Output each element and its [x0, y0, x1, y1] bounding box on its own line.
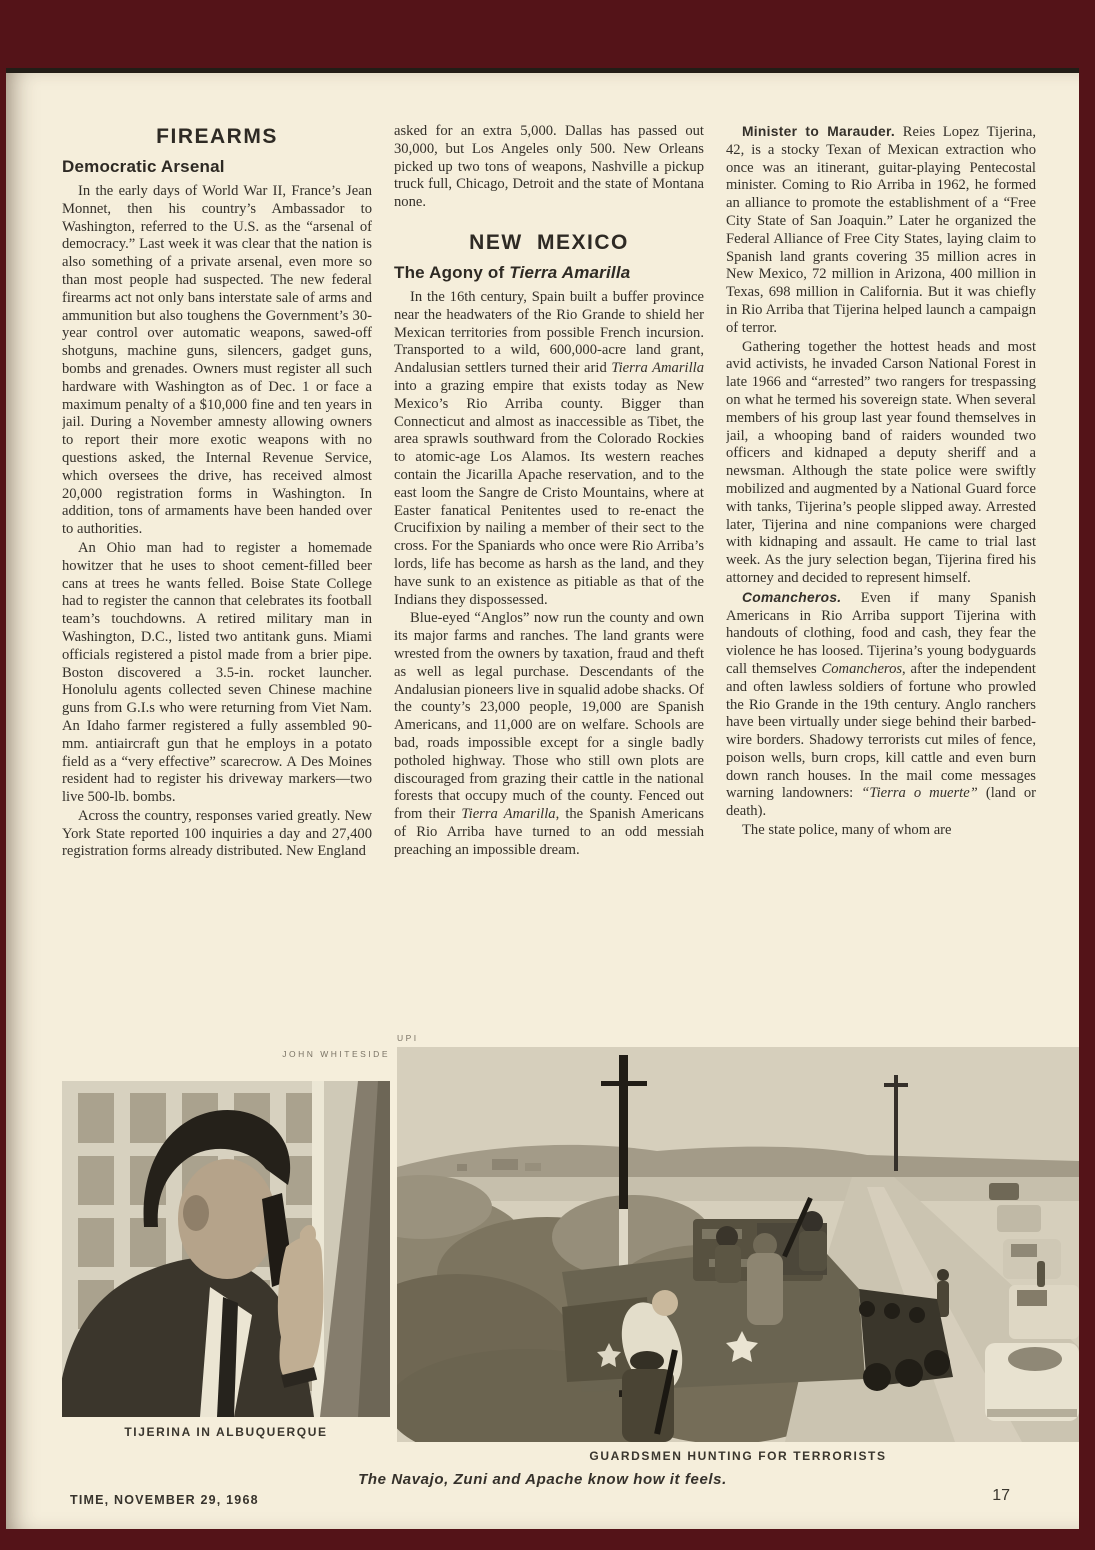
- runin-head-minister-to-marauder: Minister to Marauder.: [742, 124, 896, 139]
- paragraph-text: In the early days of World War II, France’s Jean Monnet, then his country’s Ambassador to Washington, referred to the U.S. as the “arsenal of democracy.” Last week it was clear that the nation is also something of a private arsenal, even more so than most people had suspected. The new federal firearms act not only bans interstate sale of arms and ammunition but also toughens the Government’s 30-year control over automatic weapons, sawed-off shotguns, machine guns, silencers, gadget guns, bombs and grenades. Owners must register all such hardware with Washington as of Dec. 1 or face a maximum penalty of a $10,000 fine and ten years in jail. During a November amnesty allowing owners to report their more exotic weapons with no questions asked, the Internal Revenue Service, which oversees the drive, has received almost 20,000 registration forms in Washington. In addition, tons of armaments have been handed over to authorities.: [62, 183, 372, 538]
- paper-sheet: [6, 68, 1079, 1529]
- magazine-date: TIME, NOVEMBER 29, 1968: [70, 1493, 259, 1507]
- paragraph-text: , the Spanish Americans of Rio Arriba have turned to an odd messiah preaching an impossible dream.: [394, 806, 704, 858]
- photo-credit-right: UPI: [397, 1033, 419, 1043]
- paragraph-continuation: [394, 123, 704, 212]
- paragraph-text: An Ohio man had to register a homemade howitzer that he uses to shoot cement-filled beer cans at trees he wants felled. Boise State College had to register the cannon that celebrates its football team’s touchdowns. A retired military man in Washington, D.C., listed two antitank guns. Miami officials registered a pistol made from a brier pipe. Boston discovered a 3.5-in. rocket launcher. Honolulu agents collected seven Chinese machine guns from G.I.s who were returning from Viet Nam. An Idaho farmer registered a fully assembled 90-mm. antiaircraft gun that he employs in a potato field as a “very effective” scarecrow. A Des Moines resident had to register his driveway markers—two live 500-lb. bombs.: [62, 539, 372, 806]
- italic-term: “Tierra o muerte”: [861, 785, 978, 802]
- section-title-firearms: FIREARMS: [156, 125, 278, 148]
- paragraph-text: Gathering together the hottest heads and most avid activists, he invaded Carson National Forest in late 1966 and “arrested” two rangers for trespassing on what he termed his sovereign state. When several members of his group last year found themselves in jail, a whooping band of raiders wounded two officers and kidnaped a deputy sheriff and a newsman. Although the state police were swiftly mobilized and augmented by a National Guard force with tanks, Tijerina’s people slipped away. Arrested later, Tijerina and nine companions were charged with kidnaping and assault. He came to trial last week. As the jury selection began, Tijerina fired his attorney and decided to represent himself.: [726, 338, 1036, 586]
- runin-head-comancheros: Comancheros.: [742, 589, 842, 605]
- caption-guardsmen: GUARDSMEN HUNTING FOR TERRORISTS: [589, 1449, 887, 1463]
- italic-term: Tierra Amarilla: [611, 360, 704, 377]
- photo-credit-left: JOHN WHITESIDE: [282, 1049, 390, 1059]
- column-tijerina: [726, 123, 1036, 1035]
- caption-italic-line: The Navajo, Zuni and Apache know how it feels.: [358, 1471, 727, 1488]
- paragraph-text: Blue-eyed “Anglos” now run the county and own its major farms and ranches. The land grants were wrested from the owners by taxation, fraud and theft as well as legal purchase. Descendants of the Andalusian pioneers live in squalid adobe shacks. Of the county’s 23,000 people, 19,000 are Spanish Americans, and 11,000 are on welfare. Schools are bad, roads impossible except for a single badly potholed highway. Those who still own plots are discouraged from grazing their cattle in the national forests that occupy much of the county. Fenced out from their: [394, 610, 704, 823]
- paragraph: [726, 822, 1036, 840]
- tijerina-photo-illustration: [62, 1081, 390, 1417]
- paragraph: [394, 610, 704, 859]
- caption-tijerina: TIJERINA IN ALBUQUERQUE: [124, 1425, 328, 1439]
- paragraph: [62, 808, 372, 861]
- paragraph-text: The state police, many of whom are: [742, 822, 952, 839]
- paragraph-text: into a grazing empire that exists today as New Mexico’s Rio Arriba county. Bigger than Connecticut and almost as inaccessible as Tibet, the area sprawls southward from the Colorado Rockies to atomic-age Los Alamos. Its western reaches contain the Jicarilla Apache reservation, and to the east loom the Sangre de Cristo Mountains, where at Easter fanatical Penitentes used to re-enact the Crucifixion by nailing a member of their sect to the cross. For the Spaniards who once were Rio Arriba’s lords, life has become as harsh as the land, and they have sunk to an existence as pitiable as that of the Indians they dispossessed.: [394, 377, 704, 608]
- section-title-new-mexico: NEW MEXICO: [469, 230, 629, 254]
- paragraph-text: Across the country, responses varied greatly. New York State reported 100 inquiries a day and 27,400 registration forms already distributed. New England: [62, 807, 372, 860]
- paragraph-text: asked for an extra 5,000. Dallas has passed out 30,000, but Los Angeles only 500. New Orleans picked up two tons of weapons, Nashville a pickup truck full, Chicago, Detroit and the state of Montana none.: [394, 123, 704, 211]
- wall-pillar: [312, 1081, 390, 1417]
- tijerina-photo: [62, 1081, 390, 1417]
- paragraph-text: In the 16th century, Spain built a buffer province near the headwaters of the Rio Grande to shield her Mexican territories from possible French incursion. Transported to a wild, 600,000-acre land grant, Andalusian settlers turned their arid: [394, 288, 704, 377]
- paragraph-text: (land or death).: [726, 785, 1036, 820]
- paragraph: [726, 123, 1036, 338]
- article-headline-agony: [394, 263, 704, 283]
- section-spacer: [394, 213, 704, 229]
- guardsmen-photo: [397, 1047, 1079, 1442]
- paragraph: [62, 540, 372, 807]
- italic-term: Tierra Amarilla: [461, 806, 556, 823]
- paragraph-text: Even if many Spanish Americans in Rio Arriba support Tijerina with handouts of clothing, food and cash, they fear the violence he has loosed. Tijerina’s young bodyguards call themselves: [726, 589, 1036, 677]
- guardsmen-photo-illustration: [397, 1047, 1079, 1442]
- article-headline-democratic-arsenal: Democratic Arsenal: [62, 157, 225, 176]
- headline-italic: Tierra Amarilla: [509, 262, 631, 282]
- page-number: 17: [992, 1487, 1010, 1504]
- paragraph: [726, 339, 1036, 588]
- column-new-mexico: [394, 123, 704, 1035]
- paragraph-text: Reies Lopez Tijerina, 42, is a stocky Texan of Mexican extraction who once was an itinerant, guitar-playing Pentecostal minister. Coming to Rio Arriba in 1962, he formed an alliance to promote the establishment of a “Free City State of San Joaquin.” Later he organized the Federal Alliance of Free City States, laying claim to Spanish land grants covering 35 million acres in New Mexico, 72 million in Arizona, 400 million in Texas, 698 million in California. But it was chiefly in Rio Arriba that Tijerina helped launch a campaign of terror.: [726, 124, 1036, 336]
- column-firearms: [62, 123, 372, 1035]
- paragraph: [726, 589, 1036, 821]
- paragraph: [62, 183, 372, 539]
- headline-plain: The Agony of: [394, 262, 510, 282]
- italic-term: Comancheros: [821, 660, 903, 677]
- paragraph-text: , after the independent and often lawless soldiers of fortune who prowled the Rio Grande in the 19th century. Anglo ranchers have been virtually under siege behind their barbed-wire borders. Shadowy terrorists cut miles of fence, poison wells, burn crops, kill cattle and even burn down ranch houses. In the mail come messages warning landowners:: [726, 660, 1036, 802]
- paragraph: [394, 289, 704, 609]
